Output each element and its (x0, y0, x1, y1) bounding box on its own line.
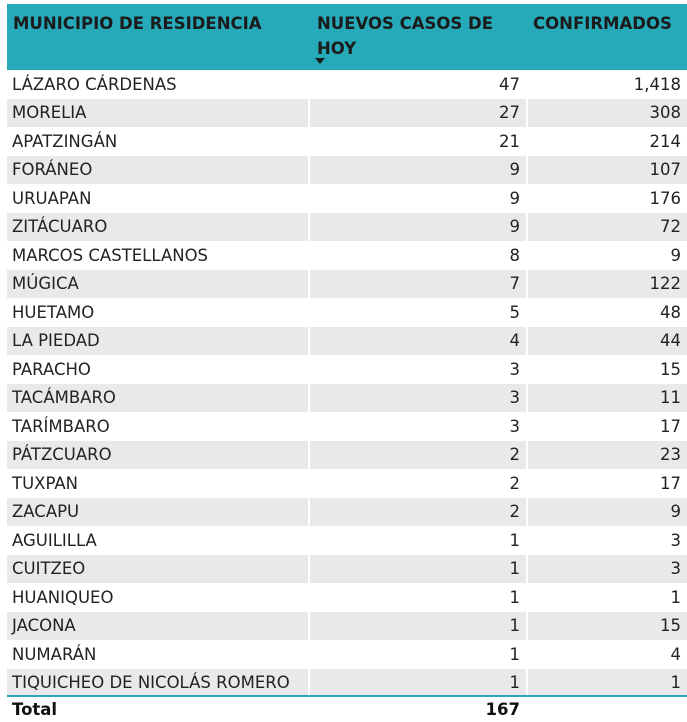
cell-confirmados: 15 (526, 612, 687, 641)
cell-confirmados: 122 (526, 270, 687, 299)
cell-confirmados: 308 (526, 99, 687, 128)
cell-confirmados: 1,418 (526, 70, 687, 99)
cell-municipio: URUAPAN (12, 188, 92, 208)
cell-municipio: MÚGICA (12, 274, 79, 294)
cell-nuevos: 1 (308, 555, 526, 584)
table-row[interactable] (7, 384, 687, 413)
cell-nuevos: 2 (308, 469, 526, 498)
cell-municipio: PARACHO (12, 359, 91, 379)
cell-confirmados: 48 (526, 298, 687, 327)
table-row[interactable] (7, 213, 687, 242)
cell-nuevos: 9 (308, 156, 526, 185)
cell-municipio: HUETAMO (12, 302, 95, 322)
table-row[interactable] (7, 469, 687, 498)
cell-confirmados: 23 (526, 441, 687, 470)
cell-nuevos: 7 (308, 270, 526, 299)
cell-nuevos: 1 (308, 669, 526, 698)
table-row[interactable] (7, 498, 687, 527)
cell-confirmados: 44 (526, 327, 687, 356)
total-confirmados (526, 697, 687, 722)
cell-confirmados: 3 (526, 526, 687, 555)
cell-municipio: NUMARÁN (12, 644, 97, 664)
cell-municipio: AGUILILLA (12, 530, 97, 550)
column-header-label: CONFIRMADOS (533, 14, 672, 33)
cell-municipio: APATZINGÁN (12, 131, 118, 151)
cell-municipio: LÁZARO CÁRDENAS (12, 74, 177, 94)
cell-confirmados: 9 (526, 241, 687, 270)
cell-nuevos: 9 (308, 184, 526, 213)
total-row (7, 695, 687, 722)
column-header-label: MUNICIPIO DE RESIDENCIA (13, 14, 262, 33)
table-row[interactable] (7, 355, 687, 384)
cell-nuevos: 21 (308, 127, 526, 156)
cell-confirmados: 11 (526, 384, 687, 413)
cell-confirmados: 72 (526, 213, 687, 242)
column-header-nuevos[interactable] (308, 4, 526, 70)
cell-nuevos: 2 (308, 441, 526, 470)
table-row[interactable] (7, 156, 687, 185)
table-row[interactable] (7, 99, 687, 128)
cell-municipio: ZACAPU (12, 502, 80, 522)
table-row[interactable] (7, 270, 687, 299)
cell-confirmados: 1 (526, 669, 687, 698)
cell-municipio: JACONA (12, 616, 76, 636)
cell-confirmados: 1 (526, 583, 687, 612)
table-row[interactable] (7, 526, 687, 555)
table-row[interactable] (7, 327, 687, 356)
cell-municipio: TIQUICHEO DE NICOLÁS ROMERO (12, 673, 290, 693)
cell-confirmados: 17 (526, 469, 687, 498)
cell-nuevos: 47 (308, 70, 526, 99)
column-header-confirmados[interactable] (526, 4, 687, 70)
table-row[interactable] (7, 70, 687, 99)
sort-descending-icon[interactable] (315, 58, 325, 64)
total-nuevos: 167 (308, 697, 526, 722)
cell-nuevos: 4 (308, 327, 526, 356)
cell-municipio: ZITÁCUARO (12, 217, 108, 237)
cell-municipio: TUXPAN (12, 473, 78, 493)
table-row[interactable] (7, 127, 687, 156)
table-row[interactable] (7, 640, 687, 669)
cell-nuevos: 9 (308, 213, 526, 242)
cell-nuevos: 3 (308, 384, 526, 413)
cell-nuevos: 27 (308, 99, 526, 128)
cell-nuevos: 1 (308, 640, 526, 669)
cell-nuevos: 2 (308, 498, 526, 527)
table-body (7, 70, 687, 697)
cell-confirmados: 17 (526, 412, 687, 441)
table-row[interactable] (7, 555, 687, 584)
table-header (7, 4, 687, 70)
cell-municipio: HUANIQUEO (12, 587, 114, 607)
cell-municipio: LA PIEDAD (12, 331, 100, 351)
cell-municipio: TACÁMBARO (12, 388, 116, 408)
cell-nuevos: 1 (308, 583, 526, 612)
cell-nuevos: 1 (308, 526, 526, 555)
cell-municipio: CUITZEO (12, 559, 86, 579)
table-row[interactable] (7, 669, 687, 698)
table-row[interactable] (7, 441, 687, 470)
column-header-municipio[interactable] (7, 4, 308, 70)
table-row[interactable] (7, 298, 687, 327)
cell-municipio: TARÍMBARO (12, 416, 110, 436)
cell-confirmados: 107 (526, 156, 687, 185)
table-row[interactable] (7, 412, 687, 441)
cell-municipio: FORÁNEO (12, 160, 93, 180)
table-row[interactable] (7, 612, 687, 641)
cell-municipio: MARCOS CASTELLANOS (12, 245, 209, 265)
table-row[interactable] (7, 184, 687, 213)
cell-nuevos: 5 (308, 298, 526, 327)
table-row[interactable] (7, 241, 687, 270)
cell-confirmados: 4 (526, 640, 687, 669)
cell-municipio: MORELIA (12, 103, 87, 123)
cell-confirmados: 9 (526, 498, 687, 527)
cell-confirmados: 214 (526, 127, 687, 156)
total-label: Total (12, 700, 58, 719)
cell-nuevos: 3 (308, 412, 526, 441)
cell-confirmados: 176 (526, 184, 687, 213)
column-header-label: NUEVOS CASOS DE HOY (317, 14, 493, 58)
cell-confirmados: 3 (526, 555, 687, 584)
cell-nuevos: 3 (308, 355, 526, 384)
cell-confirmados: 15 (526, 355, 687, 384)
cell-municipio: PÁTZCUARO (12, 445, 112, 465)
cell-nuevos: 1 (308, 612, 526, 641)
table-row[interactable] (7, 583, 687, 612)
cell-nuevos: 8 (308, 241, 526, 270)
